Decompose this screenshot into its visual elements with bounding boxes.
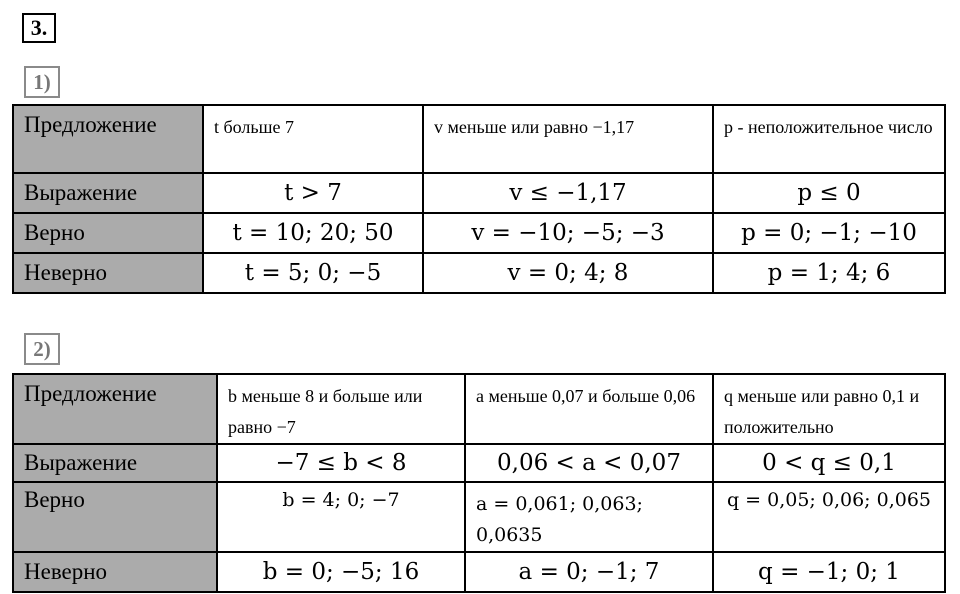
row-header-false: Неверно [13, 253, 203, 293]
expression-cell: t > 7 [203, 173, 423, 213]
false-values-cell: b = 0; −5; 16 [217, 552, 465, 592]
true-values-cell: a = 0,061; 0,063; 0,0635 [465, 482, 713, 552]
expression-cell: −7 ≤ b < 8 [217, 444, 465, 482]
sentence-cell: t больше 7 [203, 105, 423, 173]
table-row [13, 213, 945, 253]
row-header-expression: Выражение [13, 444, 217, 482]
false-values-cell: q = −1; 0; 1 [713, 552, 945, 592]
row-header-true: Верно [13, 213, 203, 253]
sentence-cell: v меньше или равно −1,17 [423, 105, 713, 173]
row-header-false: Неверно [13, 552, 217, 592]
part-1-table [12, 104, 946, 294]
sentence-cell: b меньше 8 и больше или равно −7 [217, 374, 465, 444]
false-values-cell: t = 5; 0; −5 [203, 253, 423, 293]
false-values-cell: v = 0; 4; 8 [423, 253, 713, 293]
true-values-cell: t = 10; 20; 50 [203, 213, 423, 253]
row-header-true: Верно [13, 482, 217, 552]
table-row [13, 482, 945, 552]
table-row [13, 105, 945, 173]
expression-cell: 0 < q ≤ 0,1 [713, 444, 945, 482]
part-1-label: 1) [24, 66, 60, 98]
row-header-sentence: Предложение [13, 105, 203, 173]
expression-cell: 0,06 < a < 0,07 [465, 444, 713, 482]
row-header-expression: Выражение [13, 173, 203, 213]
false-values-cell: p = 1; 4; 6 [713, 253, 945, 293]
table-row [13, 253, 945, 293]
true-values-cell: p = 0; −1; −10 [713, 213, 945, 253]
part-2-label: 2) [24, 333, 60, 365]
true-values-cell: v = −10; −5; −3 [423, 213, 713, 253]
problem-number: 3. [22, 13, 56, 43]
false-values-cell: a = 0; −1; 7 [465, 552, 713, 592]
part-2-table [12, 373, 946, 593]
table-row [13, 374, 945, 444]
sentence-cell: a меньше 0,07 и больше 0,06 [465, 374, 713, 444]
expression-cell: v ≤ −1,17 [423, 173, 713, 213]
table-row [13, 173, 945, 213]
sentence-cell: q меньше или равно 0,1 и положительно [713, 374, 945, 444]
table-row [13, 552, 945, 592]
true-values-cell: b = 4; 0; −7 [217, 482, 465, 552]
table-row [13, 444, 945, 482]
true-values-cell: q = 0,05; 0,06; 0,065 [713, 482, 945, 552]
sentence-cell: p - неположительное число [713, 105, 945, 173]
row-header-sentence: Предложение [13, 374, 217, 444]
expression-cell: p ≤ 0 [713, 173, 945, 213]
